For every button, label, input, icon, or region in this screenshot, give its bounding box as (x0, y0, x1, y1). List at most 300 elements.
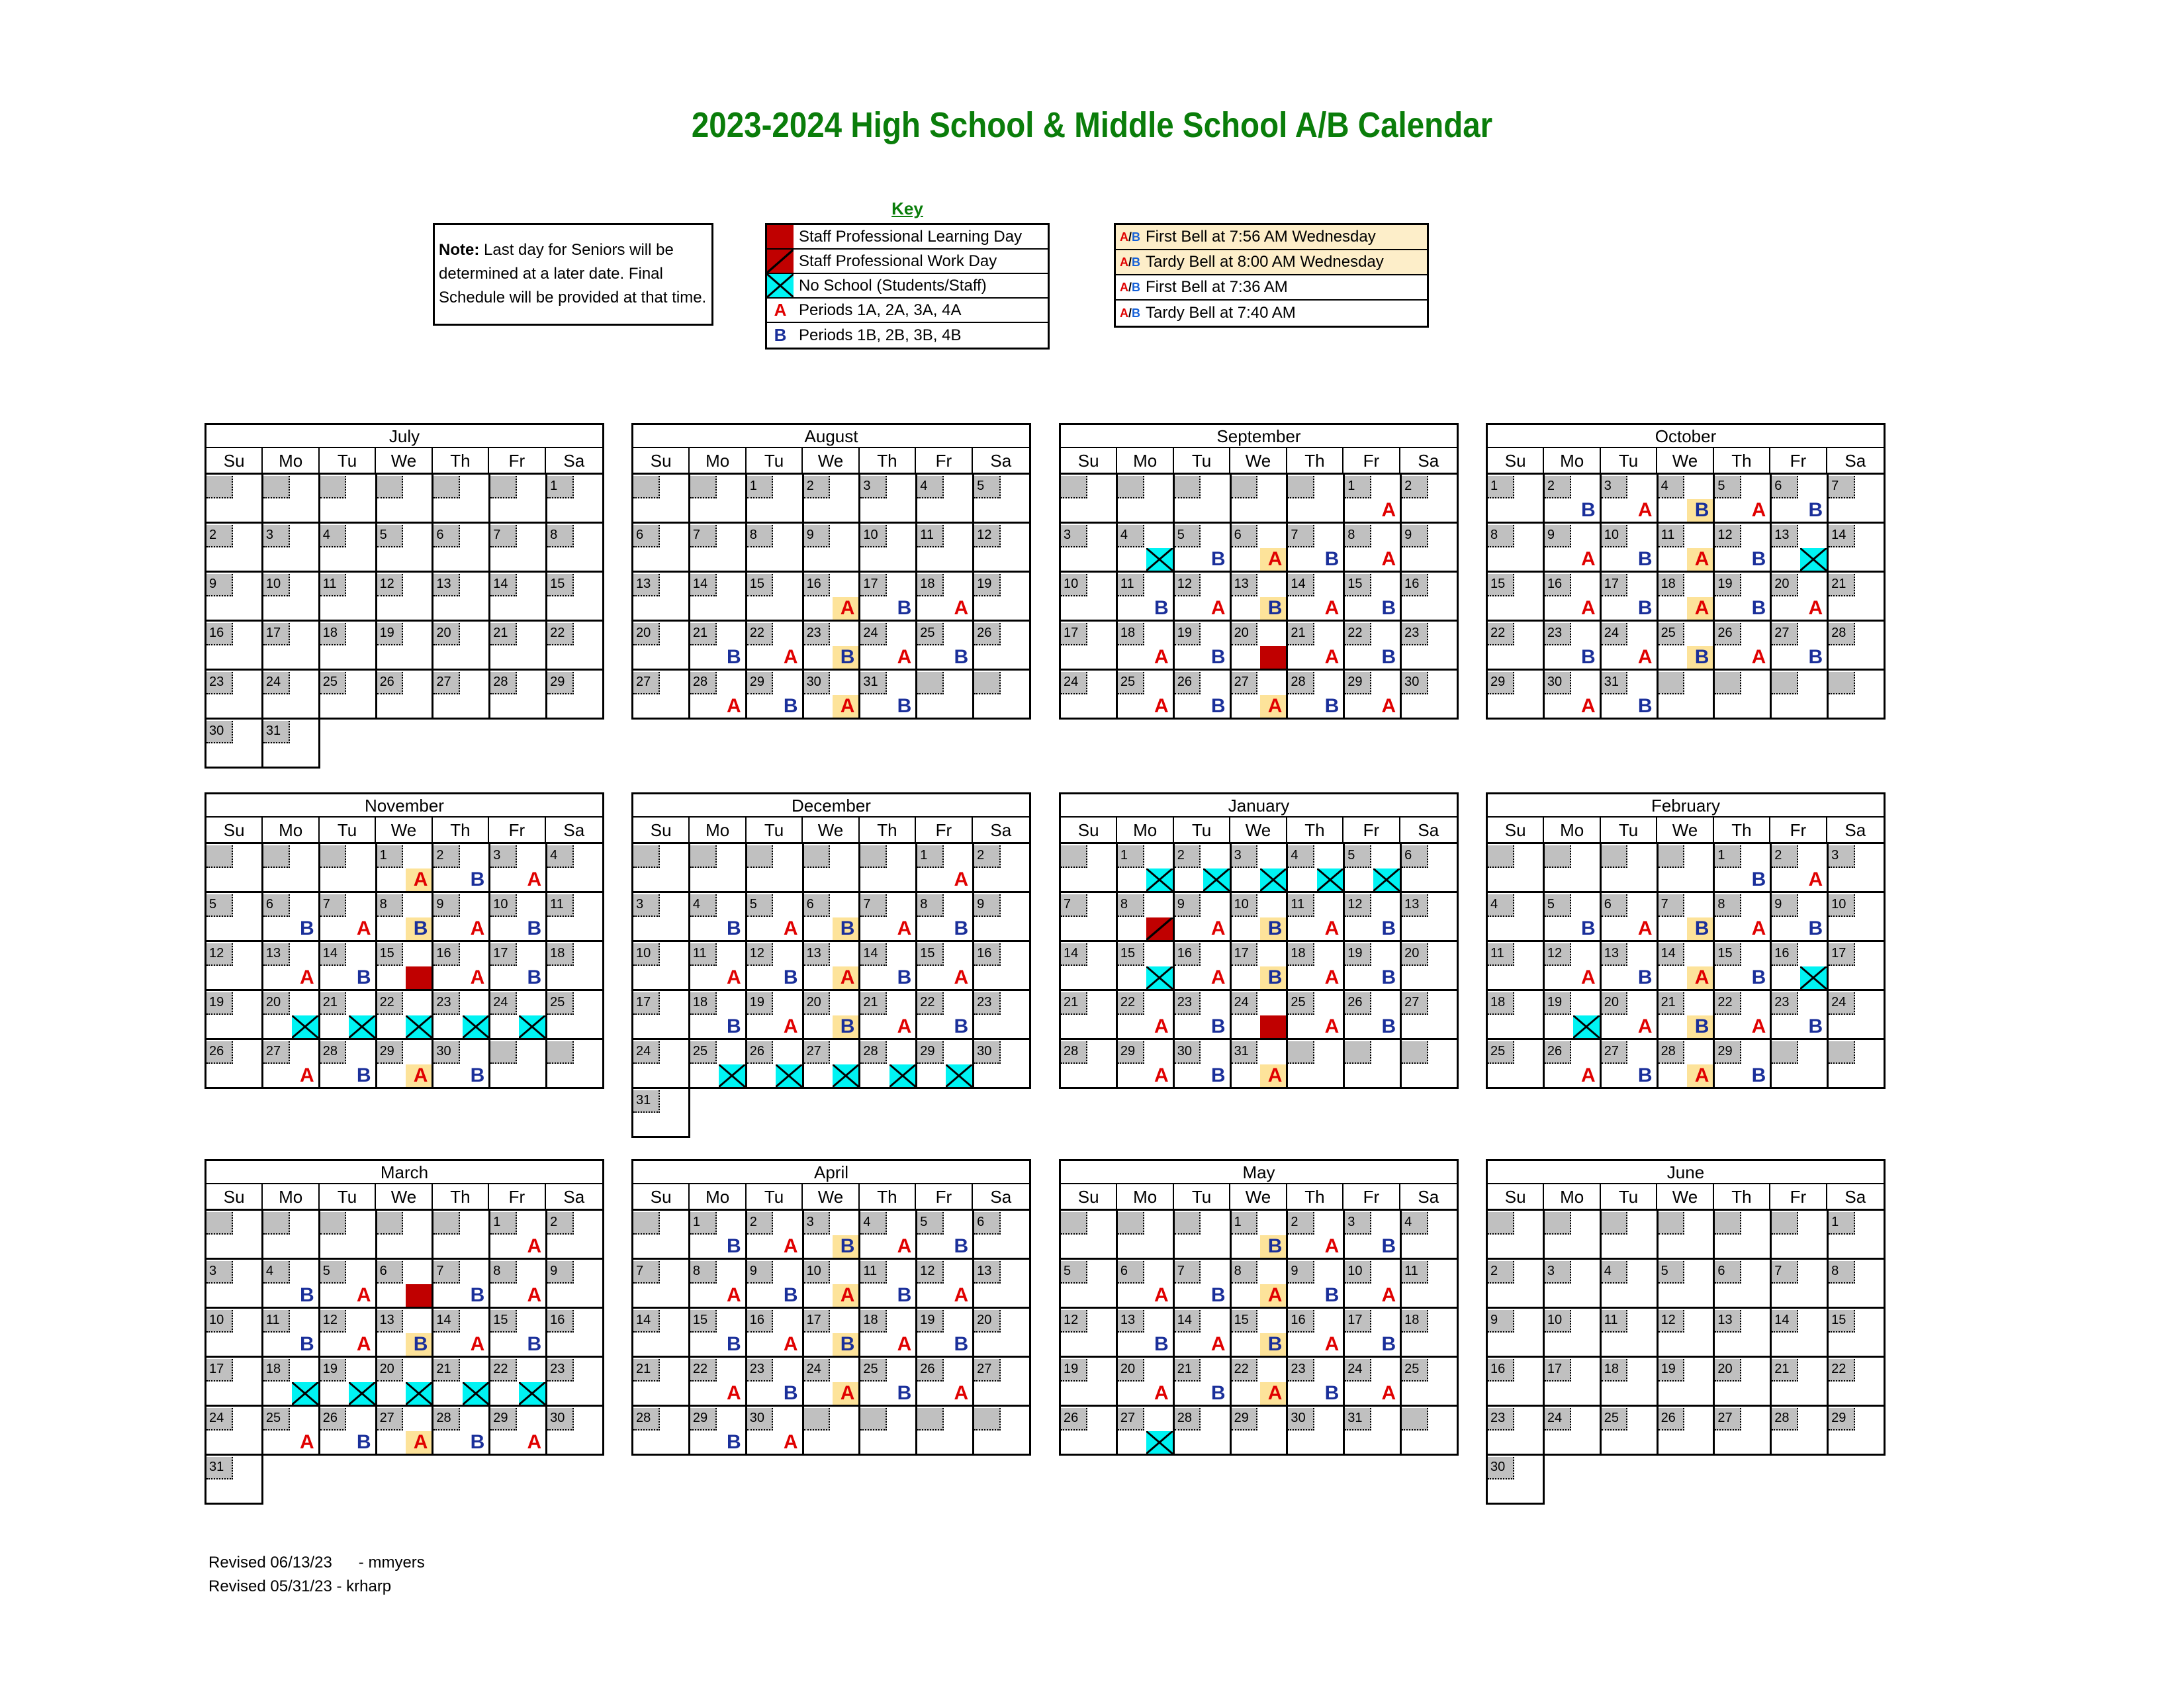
day-number: 14 (1288, 574, 1314, 596)
day-number: 27 (804, 1041, 831, 1064)
day-cell (1061, 573, 1118, 622)
day-number: 12 (1175, 574, 1201, 596)
ab-day-mark (1203, 548, 1230, 571)
day-letter: A (1694, 1064, 1709, 1086)
day-cell (1288, 622, 1345, 671)
ab-day-mark (1203, 695, 1230, 718)
day-cell (263, 671, 320, 720)
day-number: 13 (263, 943, 290, 966)
day-letter: A (783, 1015, 798, 1037)
ab-day-mark (1317, 1015, 1343, 1038)
day-number: 19 (1659, 1359, 1685, 1382)
note-text: Last day for Seniors will be determined at a later date. Final Schedule will be provided at that time. (439, 241, 707, 306)
day-letter: B (783, 1382, 798, 1404)
day-cell (1772, 524, 1829, 573)
day-cell (804, 1260, 861, 1309)
day-cell (433, 573, 490, 622)
day-letter: B (470, 1284, 485, 1306)
day-number: 19 (320, 1359, 347, 1382)
day-letter: B (356, 966, 371, 988)
day-number: 15 (490, 1310, 517, 1333)
day-number: 25 (1288, 992, 1314, 1015)
day-number: 21 (1829, 574, 1855, 596)
day-number: 18 (917, 574, 944, 596)
day-letter: B (1210, 1064, 1226, 1086)
ab-day-mark (1800, 917, 1827, 940)
day-cell (1232, 942, 1289, 991)
day-number: 23 (433, 992, 460, 1015)
ab-day-mark (1317, 548, 1343, 571)
weekday-label: We (1657, 1184, 1713, 1211)
day-cell (433, 1309, 490, 1358)
day-number: 6 (1772, 476, 1798, 498)
day-number (860, 1408, 887, 1430)
day-cell (1232, 1211, 1289, 1260)
day-number (1488, 845, 1514, 868)
day-cell (1118, 1407, 1175, 1456)
day-number: 7 (1829, 476, 1855, 498)
day-cell (433, 524, 490, 573)
day-number: 7 (1175, 1261, 1201, 1284)
day-cell (1402, 844, 1459, 893)
day-number: 4 (263, 1261, 290, 1284)
day-letter: B (954, 1333, 969, 1355)
x-mark-icon (946, 1064, 972, 1087)
x-mark-icon (406, 1382, 432, 1405)
wednesday-late-start-mark (833, 1382, 859, 1405)
empty-day-cell (377, 475, 434, 524)
day-number: 9 (433, 894, 460, 917)
day-number: 13 (1232, 574, 1258, 596)
no-school-mark (292, 1015, 318, 1038)
wednesday-late-start-mark (1687, 548, 1713, 571)
no-school-mark (1373, 868, 1400, 891)
day-cell (1715, 1407, 1772, 1456)
ab-day-mark (349, 917, 375, 940)
no-school-mark (519, 1382, 545, 1405)
wednesday-late-start-mark (833, 1015, 859, 1038)
day-cell (1545, 573, 1602, 622)
day-cell (1829, 1407, 1886, 1456)
day-number (320, 845, 347, 868)
ab-day-mark (889, 646, 916, 669)
month-september (1059, 423, 1459, 720)
day-cell (747, 671, 804, 720)
day-number: 17 (860, 574, 887, 596)
no-school-mark (1146, 966, 1173, 989)
day-cell (1288, 1260, 1345, 1309)
empty-day-cell (320, 844, 377, 893)
day-letter: B (783, 1284, 798, 1306)
day-cell (1288, 1211, 1345, 1260)
ab-day-mark (1744, 917, 1770, 940)
weekday-label: Th (1287, 1184, 1343, 1211)
ab-day-mark (1373, 1382, 1400, 1405)
weekday-label: Sa (1827, 1184, 1884, 1211)
weekday-label: Mo (690, 818, 746, 844)
day-cell (433, 1040, 490, 1089)
day-letter: B (1210, 646, 1226, 668)
weekday-label: Sa (1827, 448, 1884, 475)
x-mark-icon (292, 1382, 318, 1405)
ab-day-mark (1373, 597, 1400, 620)
day-cell (206, 573, 263, 622)
day-letter: A (783, 1235, 798, 1257)
day-number: 1 (1715, 845, 1741, 868)
day-letter: A (1381, 695, 1396, 717)
day-cell (547, 622, 604, 671)
day-cell (377, 1407, 434, 1456)
weekday-label: Tu (320, 1184, 376, 1211)
weekday-label: Su (1488, 818, 1544, 844)
month-name: September (1059, 423, 1459, 448)
ab-day-mark (1800, 646, 1827, 669)
day-cell (1602, 1040, 1659, 1089)
day-number: 16 (974, 943, 1001, 966)
day-cell (860, 1040, 917, 1089)
day-number (1232, 476, 1258, 498)
day-cell (860, 1211, 917, 1260)
x-mark-icon (889, 1064, 916, 1087)
day-number: 27 (1232, 672, 1258, 694)
empty-day-cell (377, 1211, 434, 1260)
wednesday-late-start-mark (1260, 1064, 1287, 1087)
day-number: 21 (433, 1359, 460, 1382)
day-number: 24 (860, 623, 887, 645)
weekday-label: Sa (1400, 448, 1457, 475)
work-day-mark (1146, 917, 1173, 940)
weekday-label: Tu (1601, 1184, 1657, 1211)
day-number: 7 (633, 1261, 660, 1284)
ab-day-mark (946, 1015, 972, 1038)
day-number: 25 (547, 992, 574, 1015)
day-cell (1772, 1358, 1829, 1407)
empty-day-cell (1345, 1040, 1402, 1089)
day-number (917, 1408, 944, 1430)
day-number: 16 (1402, 574, 1428, 596)
weekday-label: Fr (1343, 448, 1400, 475)
weekday-label: Tu (320, 448, 376, 475)
day-cell (1345, 1407, 1402, 1456)
day-cell (1715, 1358, 1772, 1407)
ab-day-mark (1317, 966, 1343, 989)
day-number: 22 (1829, 1359, 1855, 1382)
day-cell (1602, 1309, 1659, 1358)
empty-day-cell (320, 1211, 377, 1260)
day-number: 19 (1175, 623, 1201, 645)
day-letter: A (356, 1333, 371, 1355)
day-number: 20 (1402, 943, 1428, 966)
ab-day-mark (1203, 1284, 1230, 1307)
day-number: 16 (804, 574, 831, 596)
ab-day-mark (463, 868, 489, 891)
day-cell (747, 622, 804, 671)
day-number: 30 (547, 1408, 574, 1430)
weekday-label: Sa (973, 448, 1029, 475)
day-cell (690, 893, 747, 942)
day-letter: A (527, 1431, 542, 1453)
day-number: 1 (690, 1212, 717, 1235)
ab-day-mark (776, 646, 802, 669)
ab-day-mark (719, 917, 745, 940)
ab-glyph: A/B (1120, 255, 1141, 269)
empty-day-cell (1829, 671, 1886, 720)
day-cell (1232, 991, 1289, 1040)
day-letter: B (1637, 597, 1653, 619)
day-letter: B (1324, 548, 1340, 570)
day-cell (320, 524, 377, 573)
day-cell (490, 1260, 547, 1309)
day-cell (1118, 1040, 1175, 1089)
day-cell (860, 1309, 917, 1358)
day-letter: B (1381, 1235, 1396, 1257)
weekday-label: Su (1061, 818, 1117, 844)
ab-day-mark (1573, 966, 1600, 989)
empty-day-cell (804, 1407, 861, 1456)
x-mark-icon (1203, 868, 1230, 891)
day-cell (747, 524, 804, 573)
day-letter: B (1694, 917, 1709, 939)
weekday-header (1059, 1184, 1459, 1211)
day-number: 10 (633, 943, 660, 966)
no-school-mark (1146, 868, 1173, 891)
day-cell (1118, 573, 1175, 622)
day-number: 4 (690, 894, 717, 917)
day-number: 30 (433, 1041, 460, 1064)
day-number: 16 (206, 623, 233, 645)
day-cell (1829, 893, 1886, 942)
ab-day-mark (946, 1333, 972, 1356)
empty-day-cell (263, 844, 320, 893)
day-number: 8 (1829, 1261, 1855, 1284)
empty-day-cell (1488, 844, 1545, 893)
x-mark-icon (1260, 868, 1287, 891)
day-letter: A (527, 1284, 542, 1306)
day-cell (433, 671, 490, 720)
day-cell (1659, 1407, 1715, 1456)
day-cell (974, 1260, 1031, 1309)
no-school-mark (1800, 966, 1827, 989)
day-number: 22 (547, 623, 574, 645)
day-letter: A (783, 1333, 798, 1355)
day-cell (547, 893, 604, 942)
day-cell (633, 893, 690, 942)
day-number: 23 (547, 1359, 574, 1382)
day-letter: B (300, 1333, 314, 1355)
day-cell (860, 942, 917, 991)
day-cell (377, 1358, 434, 1407)
day-letter: A (413, 1064, 428, 1086)
day-cell (377, 524, 434, 573)
day-letter: B (1808, 917, 1823, 939)
day-number: 30 (1488, 1457, 1514, 1479)
day-letter: B (954, 1235, 969, 1257)
day-number: 5 (206, 894, 233, 917)
month-march (205, 1159, 604, 1505)
empty-day-cell (206, 475, 263, 524)
learning-day-swatch (767, 225, 794, 248)
ab-day-mark (889, 966, 916, 989)
day-letter: A (1210, 1333, 1226, 1355)
day-number: 21 (1175, 1359, 1201, 1382)
day-cell (917, 844, 974, 893)
day-letter: B (470, 1064, 485, 1086)
day-number: 15 (747, 574, 774, 596)
day-letter: B (1210, 548, 1226, 570)
day-number: 12 (974, 525, 1001, 547)
day-number: 2 (974, 845, 1001, 868)
weekday-label: Th (1287, 818, 1343, 844)
ab-day-mark (1744, 548, 1770, 571)
month-name: March (205, 1159, 604, 1184)
day-number: 31 (860, 672, 887, 694)
day-cell (804, 991, 861, 1040)
day-number: 20 (1232, 623, 1258, 645)
day-number: 12 (377, 574, 404, 596)
day-number: 23 (1175, 992, 1201, 1015)
day-cell (1232, 1309, 1289, 1358)
weekday-label: Su (1488, 448, 1544, 475)
day-cell (1288, 1407, 1345, 1456)
day-letter: B (527, 917, 542, 939)
day-number: 25 (1402, 1359, 1428, 1382)
day-cell (1659, 475, 1715, 524)
day-number: 2 (747, 1212, 774, 1235)
day-number (1772, 672, 1798, 694)
day-letter: A (1581, 695, 1596, 717)
weekday-label: Su (206, 1184, 263, 1211)
day-cell (320, 991, 377, 1040)
day-number: 25 (320, 672, 347, 694)
ab-day-mark (946, 868, 972, 891)
day-cell (1488, 1260, 1545, 1309)
wednesday-late-start-mark (406, 1333, 432, 1356)
day-cell (1232, 844, 1289, 893)
ab-day-mark (719, 1333, 745, 1356)
empty-day-cell (690, 475, 747, 524)
day-cell (1118, 1309, 1175, 1358)
day-number: 17 (490, 943, 517, 966)
day-letter: A (783, 646, 798, 668)
day-cell (974, 573, 1031, 622)
weekday-label: Mo (1117, 818, 1173, 844)
day-number: 12 (747, 943, 774, 966)
day-number: 9 (206, 574, 233, 596)
day-number (1602, 845, 1628, 868)
month-february (1486, 792, 1886, 1089)
day-cell (690, 991, 747, 1040)
day-cell (1118, 844, 1175, 893)
day-number: 11 (1602, 1310, 1628, 1333)
day-number: 28 (1659, 1041, 1685, 1064)
day-cell (1402, 622, 1459, 671)
day-cell (747, 1040, 804, 1089)
day-number: 7 (1288, 525, 1314, 547)
no-school-mark (292, 1382, 318, 1405)
day-number: 12 (1061, 1310, 1087, 1333)
day-cell (1715, 1309, 1772, 1358)
day-cell (1288, 1309, 1345, 1358)
day-number: 30 (804, 672, 831, 694)
day-letter: A (954, 868, 969, 890)
weekday-label: Tu (1174, 448, 1230, 475)
day-letter: B (1637, 548, 1653, 570)
day-cell (633, 1309, 690, 1358)
day-letter: A (1694, 966, 1709, 988)
day-cell (377, 844, 434, 893)
day-letter: B (727, 646, 741, 668)
weekday-label: Th (433, 448, 489, 475)
day-number: 18 (320, 623, 347, 645)
day-cell (1175, 1358, 1232, 1407)
ab-day-mark (1800, 1015, 1827, 1038)
day-number: 21 (690, 623, 717, 645)
ab-day-mark (1373, 1333, 1400, 1356)
day-number: 15 (547, 574, 574, 596)
bell-item-label: First Bell at 7:36 AM (1146, 278, 1288, 296)
day-cell (1545, 942, 1602, 991)
day-number (433, 1212, 460, 1235)
day-number: 18 (690, 992, 717, 1015)
ab-day-mark (719, 646, 745, 669)
day-letter: B (1324, 695, 1340, 717)
day-number: 8 (690, 1261, 717, 1284)
day-letter: B (1808, 499, 1823, 521)
ab-glyph: A/B (1120, 280, 1141, 294)
day-cell (1772, 844, 1829, 893)
ab-day-mark (463, 966, 489, 989)
weekday-label: Fr (489, 1184, 545, 1211)
day-number: 23 (1772, 992, 1798, 1015)
day-cell (1232, 1358, 1289, 1407)
weekday-label: Su (1488, 1184, 1544, 1211)
day-number: 31 (206, 1457, 233, 1479)
weekday-label: Tu (1601, 448, 1657, 475)
day-cell (1488, 475, 1545, 524)
day-number: 10 (490, 894, 517, 917)
day-number: 27 (974, 1359, 1001, 1382)
day-letter: B (1751, 548, 1766, 570)
day-cell (1345, 1358, 1402, 1407)
learning-day-mark (406, 1284, 432, 1307)
key-item (767, 250, 1048, 274)
day-cell (860, 1358, 917, 1407)
no-school-mark (946, 1064, 972, 1087)
day-cell (633, 573, 690, 622)
day-number (1402, 1408, 1428, 1430)
day-number (490, 476, 517, 498)
day-number: 22 (1715, 992, 1741, 1015)
day-letter: B (840, 1235, 855, 1257)
day-letter: A (1154, 1064, 1169, 1086)
day-number: 28 (1829, 623, 1855, 645)
weekday-label: Fr (1343, 1184, 1400, 1211)
weekday-label: Su (206, 818, 263, 844)
ab-day-mark (1317, 1333, 1343, 1356)
ab-day-mark (719, 695, 745, 718)
day-number: 19 (747, 992, 774, 1015)
weekday-header (1059, 448, 1459, 475)
month-june (1486, 1159, 1886, 1505)
day-number: 24 (1829, 992, 1855, 1015)
day-number: 4 (860, 1212, 887, 1235)
ab-day-mark (519, 868, 545, 891)
day-number: 27 (1118, 1408, 1144, 1430)
day-letter: A (1210, 966, 1226, 988)
day-letter: B (300, 917, 314, 939)
ab-day-mark (1630, 548, 1657, 571)
day-number: 8 (1232, 1261, 1258, 1284)
